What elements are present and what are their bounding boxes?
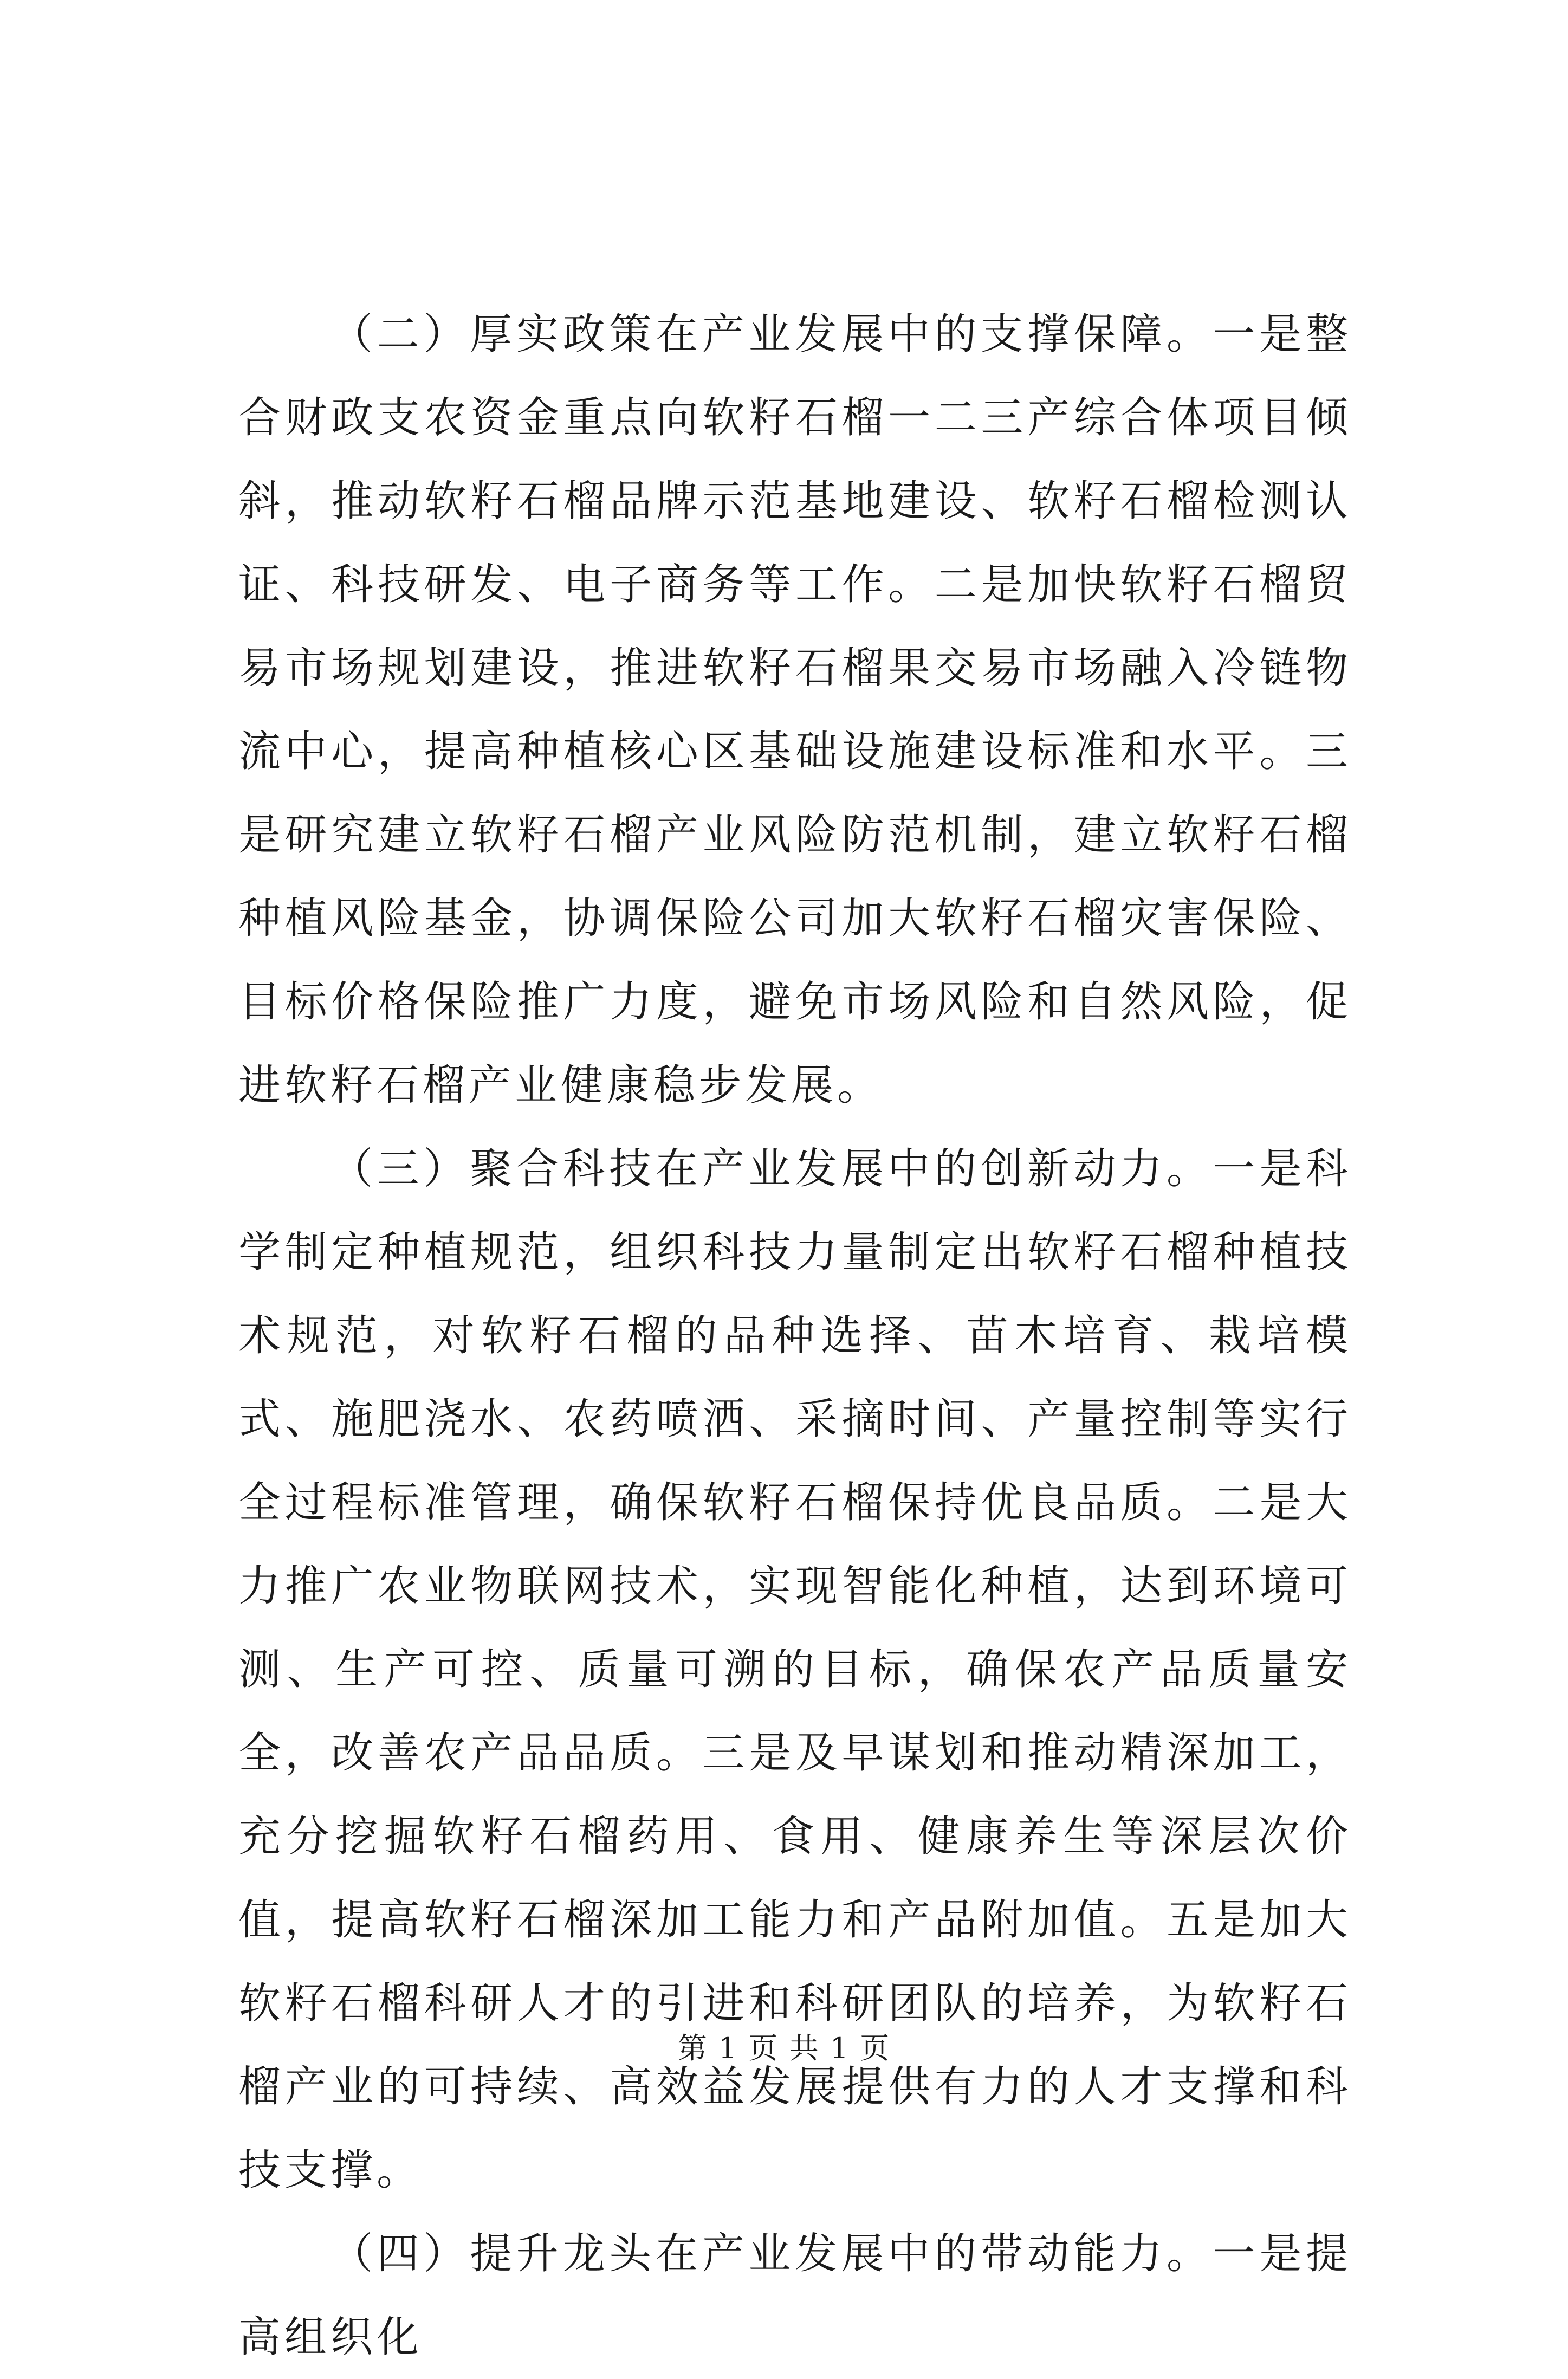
paragraph-policy-support: （二）厚实政策在产业发展中的支撑保障。一是整合财政支农资金重点向软籽石榴一二三产综合体项目倾斜，推动软籽石榴品牌示范基地建设、软籽石榴检测认证、科技研发、电子商务等工作。二是加快软籽石榴贸易市场规划建设，推进软籽石榴果交易市场融入冷链物流中心，提高种植核心区基础设施建设标准和水平。三是研究建立软籽石榴产业风险防范机制，建立软籽石榴种植风险基金，协调保险公司加大软籽石榴灾害保险、目标价格保险推广力度，避免市场风险和自然风险，促进软籽石榴产业健康稳步发展。 [238, 310, 1352, 1110]
paragraph-leading-enterprises: （四）提升龙头在产业发展中的带动能力。一是提高组织化 [238, 2229, 1352, 2362]
page-number-footer: 第 1 页 共 1 页 [677, 2031, 891, 2065]
paragraph-technology-innovation: （三）聚合科技在产业发展中的创新动力。一是科学制定种植规范，组织科技力量制定出软籽石榴种植技术规范，对软籽石榴的品种选择、苗木培育、栽培模式、施肥浇水、农药喷洒、采摘时间、产量控制等实行全过程标准管理，确保软籽石榴保持优良品质。二是大力推广农业物联网技术，实现智能化种植，达到环境可测、生产可控、质量可溯的目标，确保农产品质量安全，改善农产品品质。三是及早谋划和推动精深加工，充分挖掘软籽石榴药用、食用、健康养生等深层次价值，提高软籽石榴深加工能力和产品附加值。五是加大软籽石榴科研人才的引进和科研团队的培养，为软籽石榴产业的可持续、高效益发展提供有力的人才支撑和科技支撑。 [238, 1145, 1352, 2195]
